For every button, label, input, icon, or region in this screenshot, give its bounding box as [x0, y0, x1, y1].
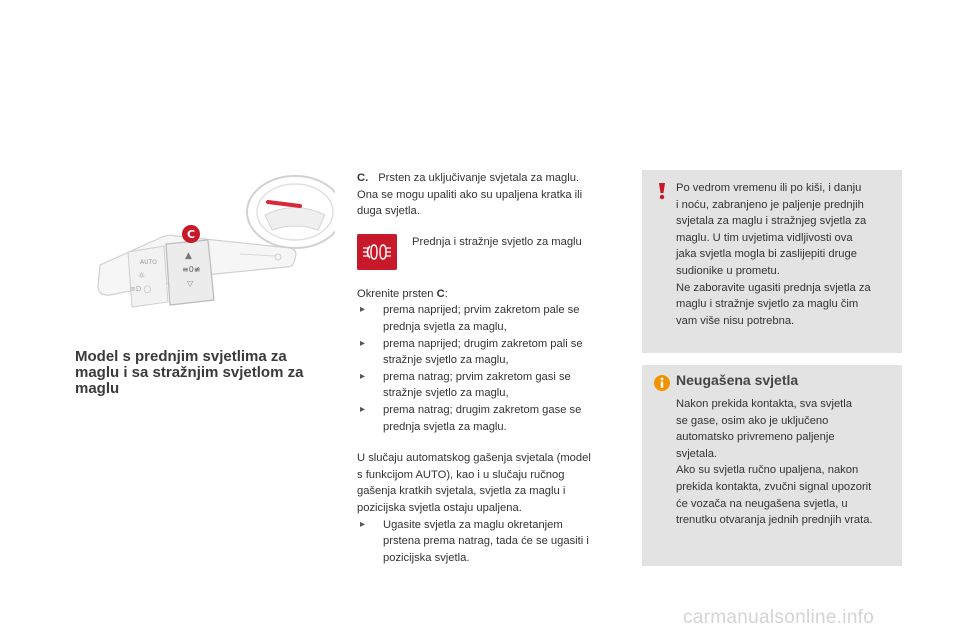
intro-line-3: duga svjetla. [357, 205, 420, 218]
warning-box [642, 170, 902, 353]
list-item: ▸ Ugasite svjetla za maglu okretanjem prstena prema natrag, tada će se ugasiti i pozicijska svjetla. [357, 517, 629, 567]
info-title: Neugašena svjetla [676, 372, 799, 388]
auto-para-line-3: gašenja kratkih svjetala, svjetla za maglu i [357, 485, 566, 498]
warning-icon [655, 182, 669, 200]
svg-text:▲: ▲ [185, 251, 192, 261]
list-item: ▸ prema naprijed; drugim zakretom pali se stražnje svjetlo za maglu, [357, 336, 629, 369]
stalk-red-line [268, 202, 300, 206]
fog-icon-caption: Prednja i stražnje svjetlo za maglu [412, 235, 582, 248]
svg-text:≡0≢: ≡0≢ [182, 265, 201, 274]
stalk-illustration [90, 170, 335, 320]
list-item: ▸ prema natrag; drugim zakretom gase se prednja svjetla za maglu. [357, 402, 629, 435]
intro-line-1: C. Prsten za uključivanje svjetala za maglu. [357, 172, 580, 184]
svg-text:▽: ▽ [187, 279, 194, 288]
info-icon [654, 375, 670, 391]
auto-para-line-1: U slučaju automatskog gašenja svjetala (model [357, 452, 591, 465]
turn-ring-line: Okrenite prsten C: [357, 287, 448, 300]
ring-steps-list [357, 302, 629, 435]
list-item: ▸ prema naprijed; prvim zakretom pale se prednja svjetla za maglu, [357, 302, 629, 335]
section-title: Model s prednjim svjetlima za maglu i sa stražnjim svjetlom za maglu [75, 348, 304, 397]
list-item: ▸ prema natrag; prvim zakretom gasi se stražnje svjetlo za maglu, [357, 369, 629, 402]
light-stalk-drawing [90, 170, 335, 320]
svg-text:☼: ☼ [138, 271, 146, 280]
intro-line-2: Ona se mogu upaliti ako su upaljena kratka ili [357, 188, 583, 201]
svg-text:C: C [186, 228, 196, 241]
final-step-list [357, 517, 629, 567]
middle-column [357, 170, 629, 566]
fog-light-icon [357, 234, 397, 270]
info-box [642, 365, 902, 566]
warning-text: Po vedrom vremenu ili po kiši, i danju i noću, zabranjeno je paljenje prednjih svjetala za maglu i stražnjeg svjetla za maglu. U tim uvjetima vidljivosti ova jaka svjetla mogla bi zaslijepiti druge sudionike u prometu. Ne zaboravite ugasiti prednja svjetla za maglu i stražnje svjetlo za maglu čim vam više nisu potrebna. [676, 182, 871, 327]
svg-text:AUTO: AUTO [140, 259, 157, 266]
auto-para-line-4: pozicijska svjetla ostaju upaljena. [357, 501, 522, 514]
fog-icon-row [357, 234, 629, 270]
watermark: carmanualsonline.info [683, 607, 875, 628]
intro-label: C. [357, 172, 369, 184]
auto-para-line-2: s funkcijom AUTO), kao i u slučaju ručnog [357, 468, 565, 481]
svg-text:≡D ◯: ≡D ◯ [130, 285, 152, 293]
info-text: Nakon prekida kontakta, sva svjetla se gase, osim ako je uključeno automatsko privremeno paljenje svjetala. Ako su svjetla ručno upaljena, nakon prekida kontakta, zvučni signal upozorit će vozača na neugašena svjetla, u trenutku otvaranja jednih prednjih vrata. [676, 398, 873, 527]
